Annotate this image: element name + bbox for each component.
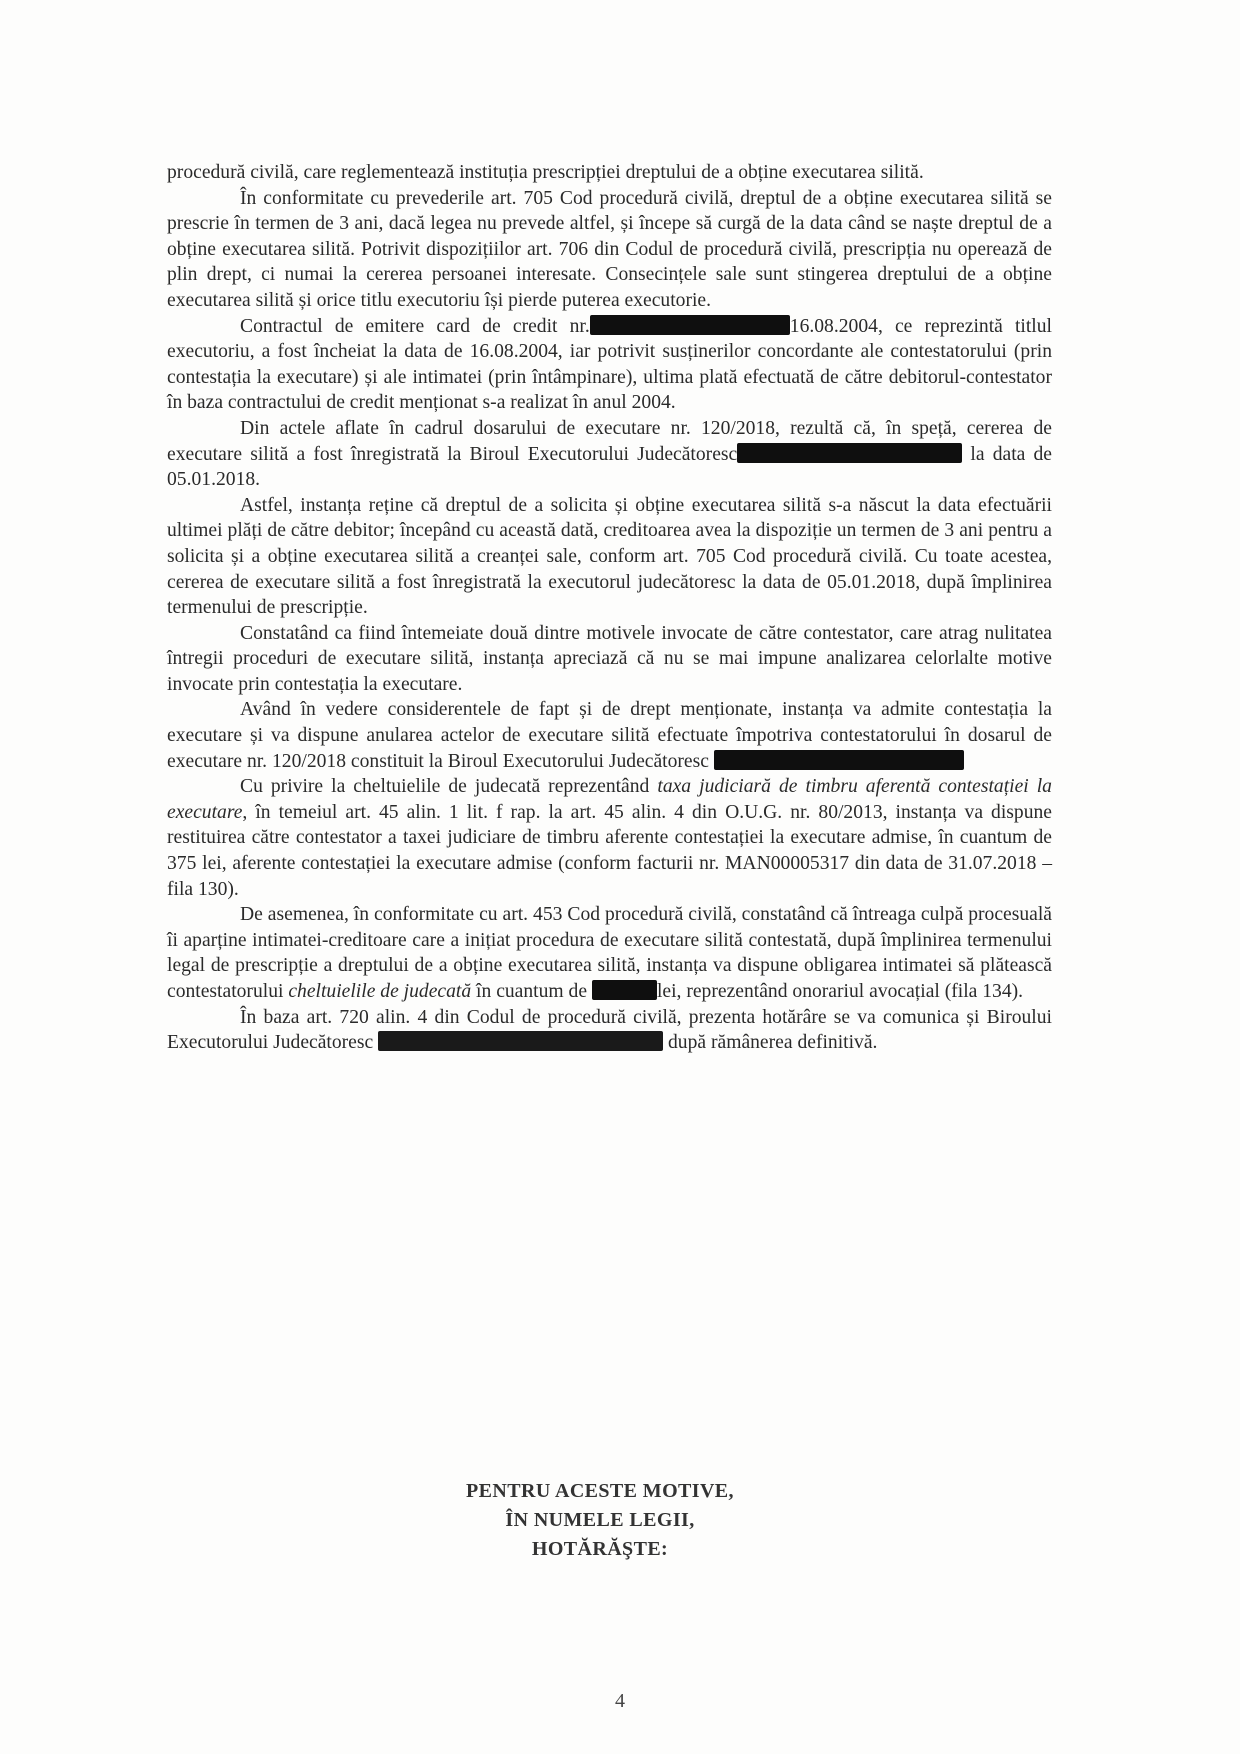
paragraph-8-middle: în cuantum de [471, 981, 592, 1002]
paragraph-6 [167, 697, 1052, 774]
paragraph-7-after: , în temeiul art. 45 alin. 1 lit. f rap. la art. 45 alin. 4 din O.U.G. nr. 80/2013, instanța va dispune restituirea către contestator a taxei judiciare de timbru aferente contestației la executare admise, în cuantum de 375 lei, aferente contestației la executare admise (conform facturii nr. MAN00005317 din data de 31.07.2018 – fila 130). [167, 801, 1052, 900]
heading-line-2: ÎN NUMELE LEGII, [505, 1509, 695, 1531]
heading-line-3: HOTĂRĂŞTE: [531, 1538, 669, 1560]
paragraph-8-after: lei, reprezentând onorariul avocațial (fila 134). [656, 981, 1024, 1002]
paragraph-7-italic: taxa judiciară de timbru aferentă contestației la executare [167, 776, 1052, 823]
redaction-executor-name [737, 443, 962, 463]
paragraph-9-after: după rămânerea definitivă. [663, 1032, 878, 1054]
redaction-contract-number [590, 315, 790, 335]
paragraph-9 [167, 1005, 1052, 1056]
paragraph-8-before: De asemenea, în conformitate cu art. 453 Cod procedură civilă, constatând că întreaga culpă procesuală îi aparține intimatei-creditoare care a inițiat procedura de executare silită contestată, după împlinirea termenului legal de prescripție a dreptului de a obține executarea silită, instanța va dispune obligarea intimatei să plătească contestatorului [167, 904, 1052, 1002]
paragraph-9-before: În baza art. 720 alin. 4 din Codul de procedură civilă, prezenta hotărâre se va comunica și Biroului Executorului Judecătoresc [167, 1006, 1052, 1054]
paragraph-7 [167, 774, 1052, 902]
redaction-executor-name-3 [378, 1031, 663, 1051]
document-body [167, 160, 1052, 1056]
paragraph-8 [167, 902, 1052, 1004]
paragraph-2-after: 16.08.2004, ce reprezintă titlul executoriu, a fost încheiat la data de 16.08.2004, iar potrivit susținerilor concordante ale contestatorului (prin contestația la executare) și ale intimatei (prin întâmpinare), ultima plată efectuată de către debitorul-contestator în baza contractului de credit menționat s-a realizat în anul 2004. [167, 315, 1052, 414]
paragraph-6-before: Având în vedere considerentele de fapt și de drept menționate, instanța va admite contestația la executare și va dispune anularea actelor de executare silită efectuate împotriva contestatorului în dosarul de executare nr. 120/2018 constituit la Biroul Executorului Judecătoresc [167, 699, 1052, 772]
redaction-amount [592, 980, 657, 1000]
paragraph-1: În conformitate cu prevederile art. 705 Cod procedură civilă, dreptul de a obține executarea silită se prescrie în termen de 3 ani, dacă legea nu prevede altfel, și începe să curgă de la data când se naște dreptul de a obține executarea silită. Potrivit dispozițiilor art. 706 din Codul de procedură civilă, prescripția nu operează de plin drept, ci numai la cererea persoanei interesate. Consecințele sale sunt stingerea dreptului de a obține executarea silită și orice titlu executoriu își pierde puterea executorie. [167, 187, 1052, 311]
paragraph-0: procedură civilă, care reglementează instituția prescripției dreptului de a obține executarea silită. [167, 162, 924, 183]
paragraph-3 [167, 416, 1052, 493]
page-number: 4 [615, 1690, 625, 1712]
paragraph-3-before: Din actele aflate în cadrul dosarului de executare nr. 120/2018, rezultă că, în speță, cererea de executare silită a fost înregistrată la Biroul Executorului Judecătoresc [167, 417, 1052, 465]
paragraph-4: Astfel, instanța reține că dreptul de a solicita și obține executarea silită s-a născut la data efectuării ultimei plăți de către debitor; începând cu această dată, creditoarea avea la dispoziție un termen de 3 ani pentru a solicita și a obține executarea silită a creanței sale, conform art. 705 Cod procedură civilă. Cu toate acestea, cererea de executare silită a fost înregistrată la executorul judecătoresc la data de 05.01.2018, după împlinirea termenului de prescripție. [167, 494, 1052, 619]
redaction-executor-name-2 [714, 750, 964, 770]
heading-line-1: PENTRU ACESTE MOTIVE, [466, 1480, 734, 1502]
paragraph-3-after: la data de 05.01.2018. [167, 443, 1053, 491]
ruling-heading [420, 1477, 780, 1564]
paragraph-2 [167, 314, 1052, 416]
paragraph-7-before: Cu privire la cheltuielile de judecată reprezentând [240, 776, 658, 798]
paragraph-8-italic: cheltuielile de judecată [288, 981, 472, 1002]
paragraph-2-before: Contractul de emitere card de credit nr. [240, 315, 590, 337]
paragraph-5: Constatând ca fiind întemeiate două dintre motivele invocate de către contestator, care atrag nulitatea întregii proceduri de executare silită, instanța apreciază că nu se mai impune analizarea celorlalte motive invocate prin contestația la executare. [167, 622, 1052, 695]
